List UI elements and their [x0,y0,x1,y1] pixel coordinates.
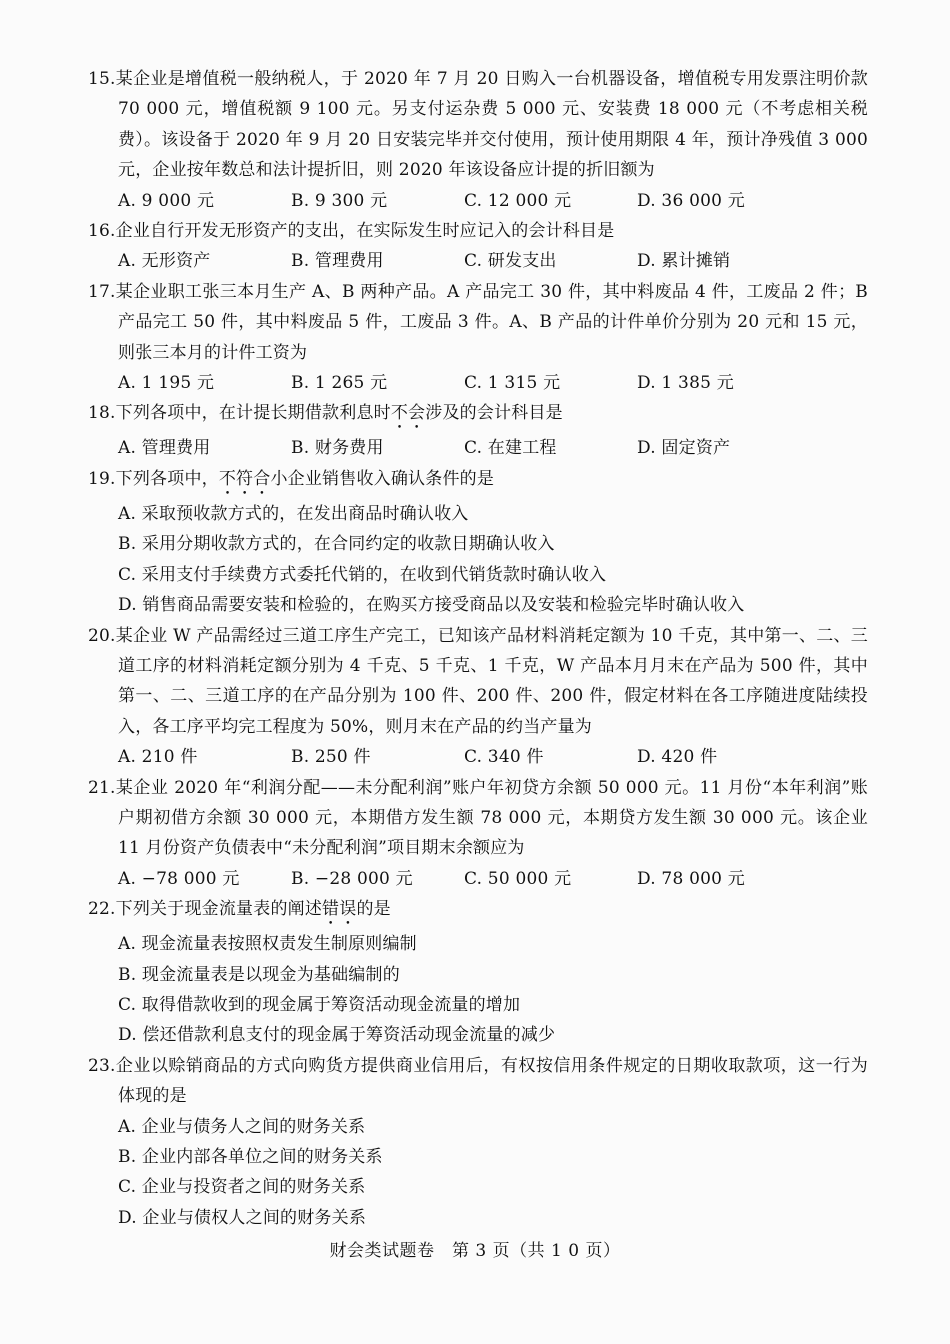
option-b: B. 企业内部各单位之间的财务关系 [118,1147,383,1167]
option-list [88,499,868,621]
option-a: A. 现金流量表按照权责发生制原则编制 [118,934,417,955]
option-a: A. 企业与债务人之间的财务关系 [118,1116,366,1137]
question-23 [88,1051,868,1233]
emphasized-text: 不会 [390,403,426,424]
option-a: A. 9 000 元 [118,190,215,211]
question-15 [88,64,868,216]
option-b: B. 财务费用 [291,438,384,459]
question-18 [88,398,868,463]
option-a: A. 1 195 元 [118,373,215,394]
question-text-before: 下列关于现金流量表的阐述 [115,899,323,920]
page-footer: 财会类试题卷 第 3 页（共 1 0 页） [329,1241,621,1261]
question-stem [88,1051,868,1112]
question-list [88,64,868,1233]
question-number: 23. [88,1055,116,1076]
option-b: B. 采用分期收款方式的，在合同约定的收款日期确认收入 [118,534,555,555]
option-a: A. 无形资产 [118,251,211,272]
option-list [88,368,868,398]
question-stem [88,621,868,743]
question-stem [88,894,868,929]
option-list [88,864,868,894]
option-d: D. 1 385 元 [637,373,734,394]
option-c: C. 取得借款收到的现金属于筹资活动现金流量的增加 [118,994,521,1015]
question-stem [88,398,868,433]
option-d: D. 偿还借款利息支付的现金属于筹资活动现金流量的减少 [118,1025,556,1046]
question-number: 15. [88,69,116,89]
option-b: B. −28 000 元 [291,868,413,889]
option-d: D. 销售商品需要安装和检验的，在购买方接受商品以及安装和检验完毕时确认收入 [118,595,745,616]
question-number: 21. [88,777,116,798]
option-b: B. 9 300 元 [291,190,388,211]
question-17 [88,277,868,399]
question-text: 某企业 2020 年“利润分配——未分配利润”账户年初贷方余额 50 000 元。11 月份“本年利润”账户期初借方余额 30 000 元，本期借方发生额 78 000 元，本期贷方发生额 30 000 元。该企业 11 月份资产负债表中“未分配利润”项目期末余额应为 [115,777,868,859]
question-number: 17. [88,281,116,302]
option-c: C. 研发支出 [464,251,557,272]
question-16 [88,216,868,277]
question-text-after: 的是 [356,899,391,920]
question-22 [88,894,868,1051]
question-19 [88,464,868,621]
question-text-after: 涉及的会计科目是 [425,403,563,424]
option-a: A. 管理费用 [118,438,211,459]
question-20 [88,621,868,773]
question-number: 18. [88,403,116,424]
question-text: 企业自行开发无形资产的支出，在实际发生时应记入的会计科目是 [115,221,615,242]
option-c: C. 采用支付手续费方式委托代销的，在收到代销货款时确认收入 [118,564,607,585]
option-list [88,929,868,1051]
option-d: D. 36 000 元 [637,190,745,211]
emphasized-text: 错误 [322,899,357,920]
option-d: D. 累计摊销 [637,251,731,272]
question-text: 某企业 W 产品需经过三道工序生产完工，已知该产品材料消耗定额为 10 千克，其中第一、二、三道工序的材料消耗定额分别为 4 千克、5 千克、1 千克，W 产品本月月末在产品为 500 件，其中第一、二、三道工序的在产品分别为 100 件、200 件、200 件，假定材料在各工序随进度陆续投入，各工序平均完工程度为 50%，则月末在产品的约当产量为 [115,625,868,737]
question-text-before: 下列各项中， [115,468,219,489]
option-a: A. −78 000 元 [118,868,240,889]
question-stem [88,216,868,246]
option-a: A. 采取预收款方式的，在发出商品时确认收入 [118,503,469,524]
option-b: B. 现金流量表是以现金为基础编制的 [118,964,400,985]
question-stem [88,464,868,499]
question-text-after: 小企业销售收入确认条件的是 [270,468,495,489]
option-b: B. 1 265 元 [291,373,388,394]
question-stem [88,277,868,368]
option-d: D. 企业与债权人之间的财务关系 [118,1207,367,1228]
option-c: C. 12 000 元 [464,190,572,211]
question-number: 16. [88,221,116,242]
option-list [88,742,868,772]
question-text: 某企业是增值税一般纳税人，于 2020 年 7 月 20 日购入一台机器设备，增值税专用发票注明价款 70 000 元，增值税额 9 100 元。另支付运杂费 5 000 元、安装费 18 000 元（不考虑相关税费）。该设备于 2020 年 9 月 20 日安装完毕并交付使用，预计使用期限 4 年，预计净残值 3 000 元，企业按年数总和法计提折旧，则 2020 年该设备应计提的折旧额为 [115,69,868,181]
question-text-before: 下列各项中，在计提长期借款利息时 [115,403,391,424]
option-c: C. 企业与投资者之间的财务关系 [118,1177,366,1198]
question-21 [88,773,868,895]
option-a: A. 210 件 [118,747,198,768]
question-text: 企业以赊销商品的方式向购货方提供商业信用后，有权按信用条件规定的日期收取款项，这一行为体现的是 [115,1055,868,1107]
question-number: 19. [88,468,116,489]
option-list [88,246,868,276]
option-d: D. 固定资产 [637,438,731,459]
option-c: C. 50 000 元 [464,868,572,889]
option-c: C. 340 件 [464,747,544,768]
option-d: D. 78 000 元 [637,868,745,889]
question-number: 22. [88,899,116,920]
option-list [88,433,868,463]
option-c: C. 1 315 元 [464,373,561,394]
option-list [88,186,868,216]
emphasized-text: 不符合 [218,468,271,489]
option-d: D. 420 件 [637,747,718,768]
question-stem [88,64,868,186]
question-number: 20. [88,625,116,646]
option-list [88,1112,868,1234]
question-stem [88,773,868,864]
question-text: 某企业职工张三本月生产 A、B 两种产品。A 产品完工 30 件，其中料废品 4 件，工废品 2 件；B 产品完工 50 件，其中料废品 5 件，工废品 3 件。A、B 产品的计件单价分别为 20 元和 15 元，则张三本月的计件工资为 [115,281,868,363]
option-b: B. 管理费用 [291,251,384,272]
option-b: B. 250 件 [291,747,371,768]
option-c: C. 在建工程 [464,438,557,459]
